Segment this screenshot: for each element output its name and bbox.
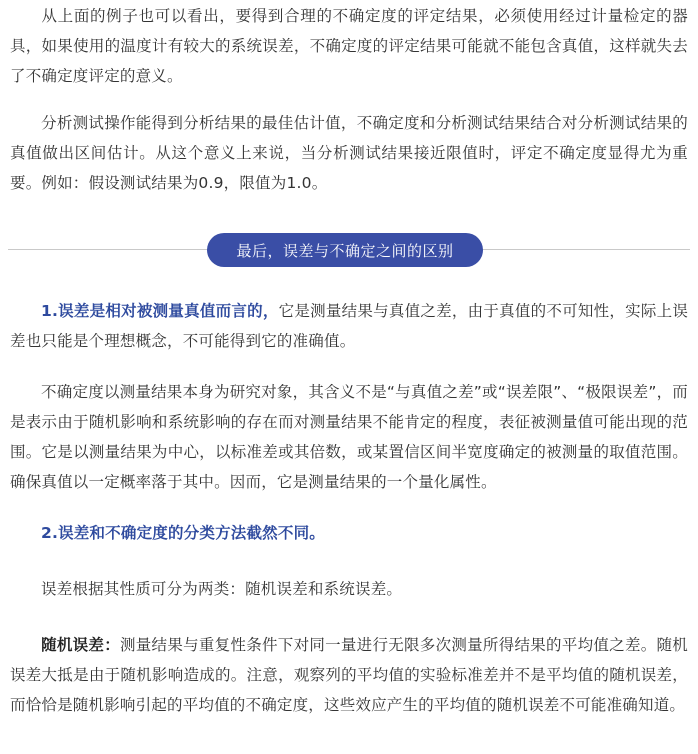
- paragraph-text: 它是测量结果与真值之差，由于真值的不可知性，实际上误差也只能是个理想概念，不可能得到它的准确值。: [10, 302, 689, 350]
- paragraph-text: 测量结果与重复性条件下对同一量进行无限多次测量所得结果的平均值之差。随机误差大抵是由于随机影响造成的。注意，观察列的平均值的实验标准差并不是平均值的随机误差，而恰恰是随机影响引起的平均值的不确定度，这些效应产生的平均值的随机误差不可能准确知道。: [10, 636, 688, 714]
- paragraph-text: 误差根据其性质可分为两类：随机误差和系统误差。: [41, 580, 403, 598]
- paragraph-uncertainty-definition: [10, 377, 688, 497]
- paragraph-text: 分析测试操作能得到分析结果的最佳估计值，不确定度和分析测试结果结合对分析测试结果的真值做出区间估计。从这个意义上来说，当分析测试结果接近限值时，评定不确定度显得尤为重要。例如：假设测试结果为0.9，限值为1.0。: [10, 114, 688, 192]
- point-2-heading: 2.误差和不确定度的分类方法截然不同。: [41, 524, 325, 542]
- point-1-heading: 1.误差是相对被测量真值而言的，: [41, 302, 279, 320]
- paragraph-classification-heading: [10, 518, 688, 548]
- paragraph-random-error: [10, 630, 688, 720]
- section-title: 最后，误差与不确定之间的区别: [236, 241, 454, 260]
- paragraph-text: 不确定度以测量结果本身为研究对象，其含义不是“与真值之差”或“误差限”、“极限误差”，而是表示由于随机影响和系统影响的存在而对测量结果不能肯定的程度，表征被测量值可能出现的范围。它是以测量结果为中心，以标准差或其倍数，或某置信区间半宽度确定的被测量的取值范围。确保真值以一定概率落于其中。因而，它是测量结果的一个量化属性。: [10, 383, 688, 491]
- random-error-term: 随机误差：: [41, 636, 120, 654]
- paragraph-error-types: [10, 574, 688, 604]
- paragraph-error-definition: [10, 296, 688, 356]
- paragraph-thermometer-example: [10, 1, 688, 91]
- paragraph-interval-estimate: [10, 108, 688, 198]
- section-title-badge: [207, 233, 483, 267]
- paragraph-text: 从上面的例子也可以看出，要得到合理的不确定度的评定结果，必须使用经过计量检定的器具，如果使用的温度计有较大的系统误差，不确定度的评定结果可能就不能包含真值，这样就失去了不确定度评定的意义。: [10, 7, 688, 85]
